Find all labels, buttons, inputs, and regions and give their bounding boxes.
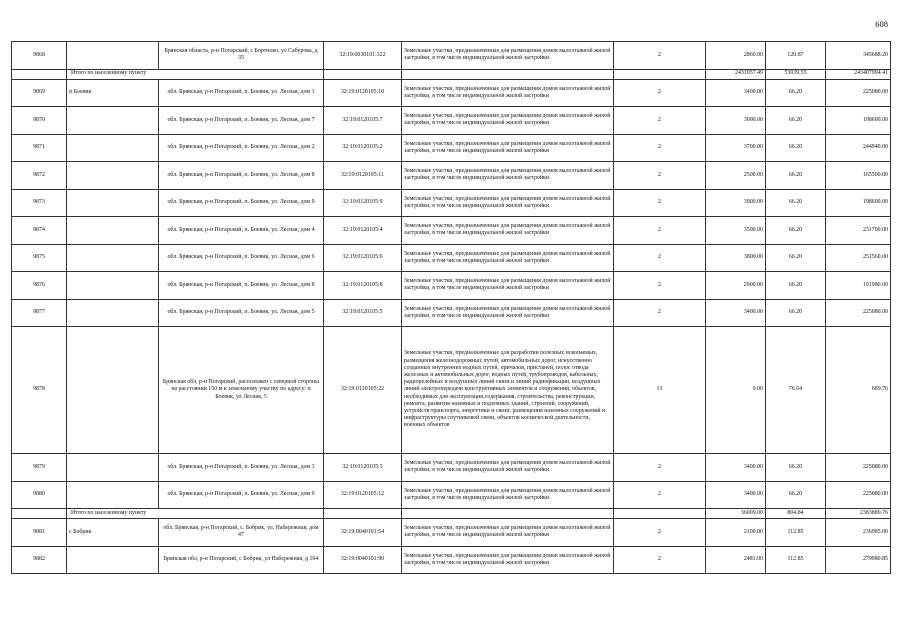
settlement-total-row xyxy=(12,509,891,519)
row-number: 9873 xyxy=(12,189,67,217)
row-number: 9882 xyxy=(12,546,67,574)
value-cell: 279980.85 xyxy=(826,546,891,574)
land-use-cell: Земельные участки, предназначенные для размещения домов малоэтажной жилой застройки, в том числе индивидуальной жилой застройки xyxy=(402,42,614,70)
rate-cell: 66.20 xyxy=(766,107,826,135)
rate-cell: 66.20 xyxy=(766,162,826,190)
value-cell: 251560.00 xyxy=(826,244,891,272)
land-use-cell: Земельные участки, предназначенные для размещения домов малоэтажной жилой застройки, в том числе индивидуальной жилой застройки xyxy=(402,134,614,162)
empty-cell xyxy=(12,69,67,79)
land-use-cell: Земельные участки, предназначенные для размещения домов малоэтажной жилой застройки, в том числе индивидуальной жилой застройки xyxy=(402,107,614,135)
area-cell: 3400.00 xyxy=(706,454,766,482)
cadastral-number: 32:19:0120105:4 xyxy=(324,217,402,245)
total-rate: 804.84 xyxy=(766,509,826,519)
rate-cell: 66.20 xyxy=(766,454,826,482)
category-code: 2 xyxy=(614,162,706,190)
address-cell: обл. Брянская, р-н Погарский, п. Боевик, ул. Лесная, дом 5 xyxy=(159,299,324,327)
land-use-cell: Земельные участки, предназначенные для размещения домов малоэтажной жилой застройки, в том числе индивидуальной жилой застройки xyxy=(402,546,614,574)
value-cell: 165500.00 xyxy=(826,162,891,190)
cadastral-number: 32:19:0120105:9 xyxy=(324,189,402,217)
total-area: 36009.00 xyxy=(706,509,766,519)
table-row xyxy=(12,546,891,574)
cadastral-number: 32:19:0120105:5 xyxy=(324,299,402,327)
table-row xyxy=(12,299,891,327)
rate-cell: 120.87 xyxy=(766,42,826,70)
settlement-name xyxy=(67,244,159,272)
category-code: 2 xyxy=(614,79,706,107)
area-cell: 2900.00 xyxy=(706,272,766,300)
rate-cell: 66.20 xyxy=(766,79,826,107)
table-row xyxy=(12,481,891,509)
total-label: Итого по населенному пункту xyxy=(67,509,324,519)
value-cell: 244940.00 xyxy=(826,134,891,162)
table-body xyxy=(12,42,891,574)
address-cell: обл. Брянская, р-н Погарский, п. Боевик, ул. Лесная, дом 4 xyxy=(159,217,324,245)
area-cell: 3400.00 xyxy=(706,299,766,327)
address-cell: обл. Брянская, р-н Погарский, п. Боевик, ул. Лесная, дом 1 xyxy=(159,79,324,107)
cadastral-number: 32:19:0120105:8 xyxy=(324,272,402,300)
table-row xyxy=(12,134,891,162)
value-cell: 231700.00 xyxy=(826,217,891,245)
cadastral-number: 32:19:0120105:7 xyxy=(324,107,402,135)
table-row xyxy=(12,162,891,190)
value-cell: 225080.00 xyxy=(826,454,891,482)
settlement-name xyxy=(67,272,159,300)
category-code: 2 xyxy=(614,481,706,509)
row-number: 9868 xyxy=(12,42,67,70)
address-cell: Брянская область, р-н Погарский, с Бортново, ул Сабурова, д 35 xyxy=(159,42,324,70)
category-code: 2 xyxy=(614,42,706,70)
category-code: 2 xyxy=(614,519,706,547)
value-cell: 225080.00 xyxy=(826,481,891,509)
value-cell: 236985.00 xyxy=(826,519,891,547)
settlement-name xyxy=(67,299,159,327)
settlement-name xyxy=(67,42,159,70)
row-number: 9874 xyxy=(12,217,67,245)
area-cell: 3700.00 xyxy=(706,134,766,162)
land-use-cell: Земельные участки, предназначенные для размещения домов малоэтажной жилой застройки, в том числе индивидуальной жилой застройки xyxy=(402,519,614,547)
area-cell: 3000.00 xyxy=(706,107,766,135)
area-cell: 3500.00 xyxy=(706,217,766,245)
land-register-table xyxy=(11,41,891,574)
rate-cell: 112.85 xyxy=(766,546,826,574)
land-use-cell: Земельные участки, предназначенные для разработки полезных ископаемых, размещения железнодорожных путей, автомобильных дорог, искусственно созданных внутренних водных путей, причалов, пристаней, полос отвода железных и автомобильных дорог, водных путей, трубопроводов, кабельных, радиорелейных и воздушных линий связи и линий радиофикации, воздушных линий электропередачи конструктивных элементов и сооружений, объектов, необходимых для эксплуатации,содержания, строительства, реконструкции, ремонта, развития наземных и подземных зданий, строений, сооружений, устройств транспорта, энергетики и связи; размещения наземных сооружений и инфраструктуры спутниковой связи, объектов космической деятельности, военных объектов xyxy=(402,327,614,454)
settlement-name xyxy=(67,134,159,162)
total-label: Итого по населенному пункту xyxy=(67,69,324,79)
land-use-cell: Земельные участки, предназначенные для размещения домов малоэтажной жилой застройки, в том числе индивидуальной жилой застройки xyxy=(402,189,614,217)
settlement-name xyxy=(67,189,159,217)
settlement-name xyxy=(67,217,159,245)
row-number: 9875 xyxy=(12,244,67,272)
row-number: 9880 xyxy=(12,481,67,509)
value-cell: 198600.00 xyxy=(826,189,891,217)
total-rate: 53039.55 xyxy=(766,69,826,79)
rate-cell: 66.20 xyxy=(766,217,826,245)
settlement-name: п Боевик xyxy=(67,79,159,107)
category-code: 2 xyxy=(614,217,706,245)
table-row xyxy=(12,244,891,272)
rate-cell: 66.20 xyxy=(766,481,826,509)
table-row xyxy=(12,327,891,454)
empty-cell xyxy=(324,69,402,79)
row-number: 9871 xyxy=(12,134,67,162)
settlement-name xyxy=(67,546,159,574)
value-cell: 198600.00 xyxy=(826,107,891,135)
empty-cell xyxy=(402,69,614,79)
rate-cell: 66.20 xyxy=(766,299,826,327)
address-cell: Брянская обл, р-н Погарский, с Бобрик, ул Набережная, д 104 xyxy=(159,546,324,574)
area-cell: 2860.00 xyxy=(706,42,766,70)
row-number: 9881 xyxy=(12,519,67,547)
address-cell: Брянская обл, р-н Погарский, расположен с северной стороны на расстоянии 150 м к земельному участку по адресу: п Боевик, ул Лесная, 5 xyxy=(159,327,324,454)
area-cell: 3800.00 xyxy=(706,244,766,272)
cadastral-number: 32:19:0120105:3 xyxy=(324,454,402,482)
table-row xyxy=(12,107,891,135)
row-number: 9877 xyxy=(12,299,67,327)
rate-cell: 66.20 xyxy=(766,272,826,300)
table-row xyxy=(12,189,891,217)
land-use-cell: Земельные участки, предназначенные для размещения домов малоэтажной жилой застройки, в том числе индивидуальной жилой застройки xyxy=(402,299,614,327)
address-cell: обл. Брянская, р-н Погарский, с. Бобрик, ул. Набережная, дом 47 xyxy=(159,519,324,547)
table-row xyxy=(12,42,891,70)
land-use-cell: Земельные участки, предназначенные для размещения домов малоэтажной жилой застройки, в том числе индивидуальной жилой застройки xyxy=(402,79,614,107)
settlement-name xyxy=(67,454,159,482)
cadastral-number: 32:19:0040101:54 xyxy=(324,519,402,547)
rate-cell: 66.20 xyxy=(766,134,826,162)
category-code: 2 xyxy=(614,134,706,162)
land-use-cell: Земельные участки, предназначенные для размещения домов малоэтажной жилой застройки, в том числе индивидуальной жилой застройки xyxy=(402,272,614,300)
settlement-name xyxy=(67,327,159,454)
land-use-cell: Земельные участки, предназначенные для размещения домов малоэтажной жилой застройки, в том числе индивидуальной жилой застройки xyxy=(402,481,614,509)
rate-cell: 112.85 xyxy=(766,519,826,547)
cadastral-number: 32:19:0120105:2 xyxy=(324,134,402,162)
rate-cell: 76.64 xyxy=(766,327,826,454)
address-cell: обл. Брянская, р-н Погарский, п. Боевик, ул. Лесная, дом 9 xyxy=(159,481,324,509)
rate-cell: 66.20 xyxy=(766,189,826,217)
row-number: 9869 xyxy=(12,79,67,107)
address-cell: обл. Брянская, р-н Погарский, п. Боевик, ул. Лесная, дом 7 xyxy=(159,107,324,135)
rate-cell: 66.20 xyxy=(766,244,826,272)
cadastral-number: 32:19:0120105:11 xyxy=(324,162,402,190)
address-cell: обл. Брянская, р-н Погарский, п. Боевик, ул. Лесная, дом 8 xyxy=(159,272,324,300)
total-value: 2383889.76 xyxy=(826,509,891,519)
cadastral-number: 32:19:0040101:90 xyxy=(324,546,402,574)
empty-cell xyxy=(614,509,706,519)
category-code: 2 xyxy=(614,189,706,217)
category-code: 2 xyxy=(614,244,706,272)
value-cell: 345688.20 xyxy=(826,42,891,70)
settlement-name xyxy=(67,107,159,135)
area-cell: 9.00 xyxy=(706,327,766,454)
empty-cell xyxy=(402,509,614,519)
table-row xyxy=(12,79,891,107)
address-cell: обл. Брянская, р-н Погарский, п. Боевик, ул. Лесная, дом 3 xyxy=(159,454,324,482)
settlement-name xyxy=(67,162,159,190)
land-use-cell: Земельные участки, предназначенные для размещения домов малоэтажной жилой застройки, в том числе индивидуальной жилой застройки xyxy=(402,454,614,482)
address-cell: обл. Брянская, р-н Погарский, п. Боевик, ул. Лесная, дом 8 xyxy=(159,162,324,190)
area-cell: 3000.00 xyxy=(706,189,766,217)
area-cell: 3400.00 xyxy=(706,79,766,107)
cadastral-number: 32:19:0030101:322 xyxy=(324,42,402,70)
empty-cell xyxy=(324,509,402,519)
empty-cell xyxy=(614,69,706,79)
row-number: 9872 xyxy=(12,162,67,190)
cadastral-number: 32:19:0120105:22 xyxy=(324,327,402,454)
address-cell: обл. Брянская, р-н Погарский, п. Боевик, ул. Лесная, дом 9 xyxy=(159,189,324,217)
area-cell: 2481.00 xyxy=(706,546,766,574)
category-code: 2 xyxy=(614,107,706,135)
area-cell: 2100.00 xyxy=(706,519,766,547)
category-code: 2 xyxy=(614,454,706,482)
settlement-name xyxy=(67,481,159,509)
row-number: 9876 xyxy=(12,272,67,300)
area-cell: 3400.00 xyxy=(706,481,766,509)
land-use-cell: Земельные участки, предназначенные для размещения домов малоэтажной жилой застройки, в том числе индивидуальной жилой застройки xyxy=(402,217,614,245)
cadastral-number: 32:19:0120105:10 xyxy=(324,79,402,107)
table-row xyxy=(12,519,891,547)
address-cell: обл. Брянская, р-н Погарский, п. Боевик, ул. Лесная, дом 6 xyxy=(159,244,324,272)
value-cell: 225080.00 xyxy=(826,299,891,327)
row-number: 9878 xyxy=(12,327,67,454)
empty-cell xyxy=(12,509,67,519)
area-cell: 2500.00 xyxy=(706,162,766,190)
cadastral-number: 32:19:0120105:12 xyxy=(324,481,402,509)
settlement-total-row xyxy=(12,69,891,79)
value-cell: 191980.00 xyxy=(826,272,891,300)
address-cell: обл. Брянская, р-н Погарский, п. Боевик, ул. Лесная, дом 2 xyxy=(159,134,324,162)
table-row xyxy=(12,272,891,300)
category-code: 2 xyxy=(614,299,706,327)
table-row xyxy=(12,217,891,245)
total-value: 243407994.41 xyxy=(826,69,891,79)
category-code: 2 xyxy=(614,272,706,300)
land-use-cell: Земельные участки, предназначенные для размещения домов малоэтажной жилой застройки, в том числе индивидуальной жилой застройки xyxy=(402,162,614,190)
land-use-cell: Земельные участки, предназначенные для размещения домов малоэтажной жилой застройки, в том числе индивидуальной жилой застройки xyxy=(402,244,614,272)
cadastral-number: 32:19:0120105:6 xyxy=(324,244,402,272)
category-code: 13 xyxy=(614,327,706,454)
settlement-name: с Бобрик xyxy=(67,519,159,547)
value-cell: 689.76 xyxy=(826,327,891,454)
row-number: 9870 xyxy=(12,107,67,135)
category-code: 2 xyxy=(614,546,706,574)
table-row xyxy=(12,454,891,482)
value-cell: 225080.00 xyxy=(826,79,891,107)
row-number: 9879 xyxy=(12,454,67,482)
total-area: 2431957.49 xyxy=(706,69,766,79)
page-number: 608 xyxy=(875,19,888,29)
